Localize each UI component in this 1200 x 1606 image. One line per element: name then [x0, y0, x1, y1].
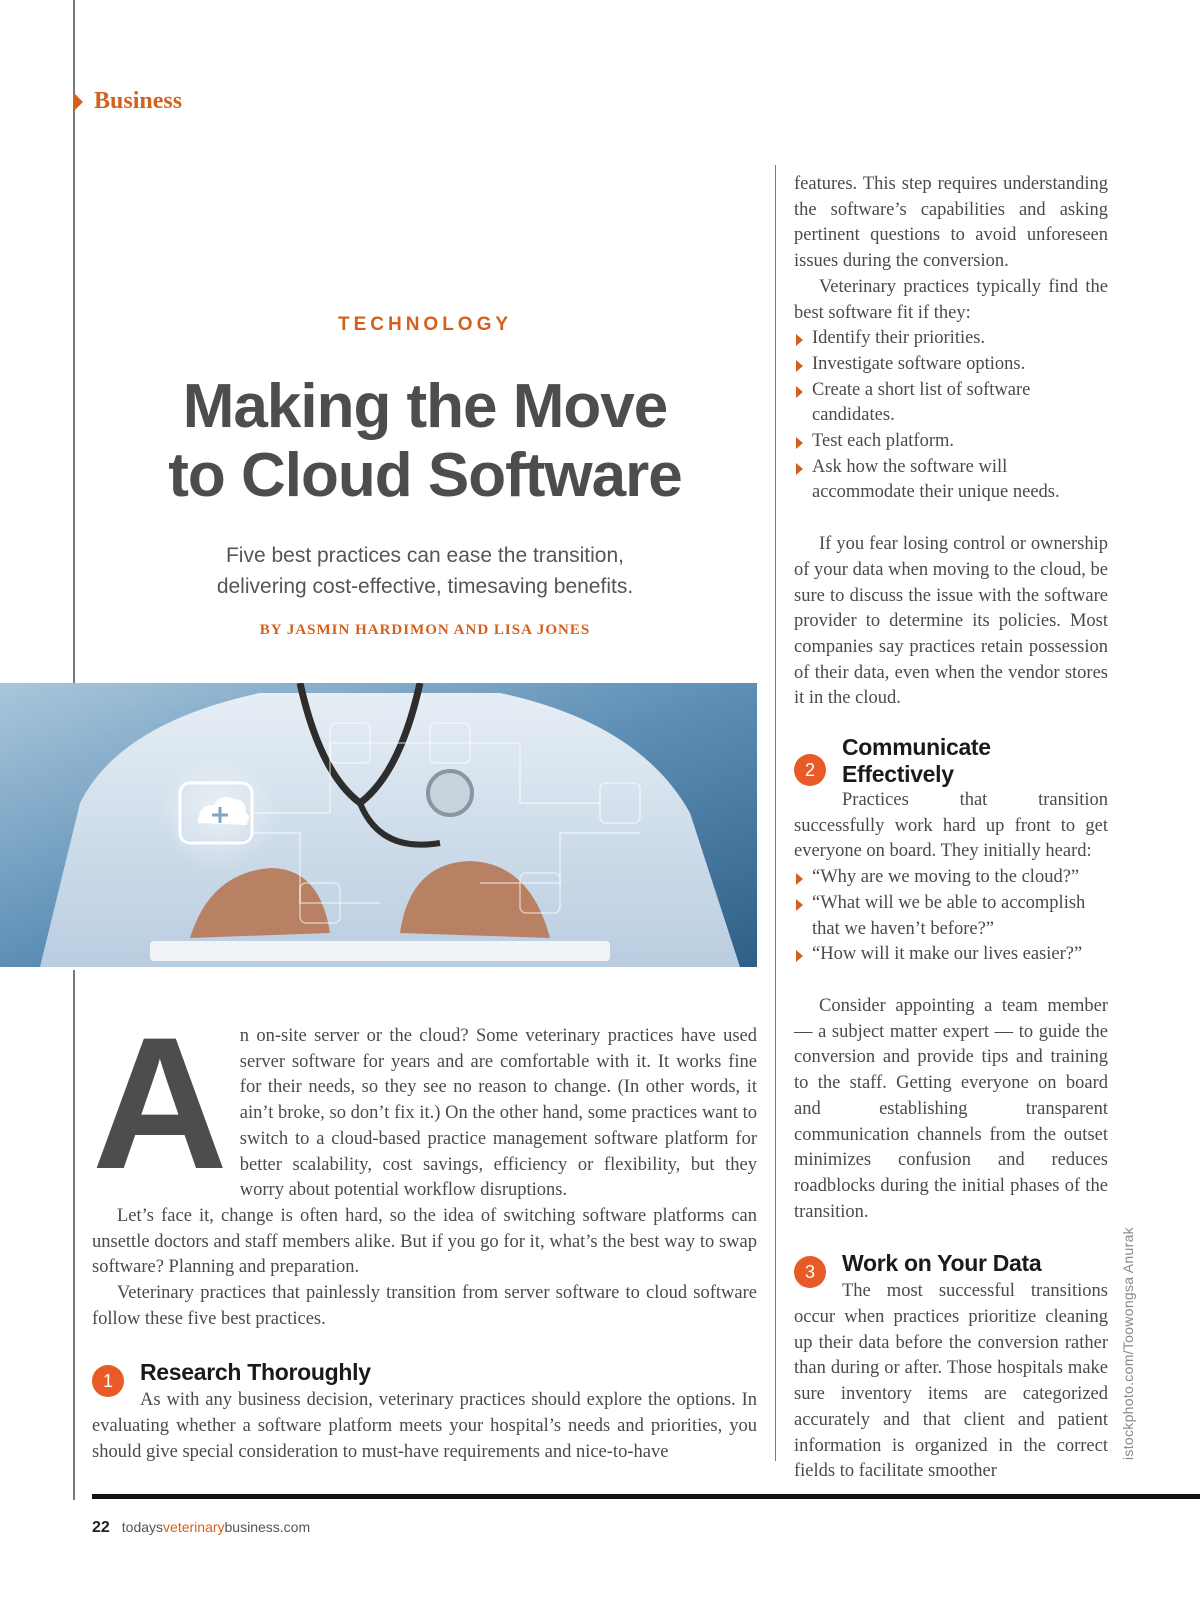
- step-3-number-badge: 3: [794, 1256, 826, 1288]
- headline: [75, 372, 775, 510]
- bullet-list-1: [794, 326, 1108, 506]
- dek: [75, 540, 775, 602]
- right-paragraph-2: Veterinary practices typically find the best software fit if they:: [794, 276, 1108, 323]
- list-item: “Why are we moving to the cloud?”: [794, 865, 1108, 891]
- step-1-number-badge: 1: [92, 1365, 124, 1397]
- dropcap: A: [92, 998, 228, 1208]
- step-2-number-badge: 2: [794, 754, 826, 786]
- dek-line-1: Five best practices can ease the transition,: [225, 544, 625, 567]
- bullet-list-2: [794, 865, 1108, 968]
- list-item: Create a short list of software candidates.: [794, 378, 1108, 429]
- hero-photo: [0, 683, 757, 967]
- list-item: “How will it make our lives easier?”: [794, 942, 1108, 968]
- step-2-text: Practices that transition successfully work hard up front to get everyone on board. They initially heard:: [794, 790, 1108, 862]
- doctor-typing-illustration: [0, 683, 757, 967]
- list-item: Test each platform.: [794, 429, 1108, 455]
- page-number: 22: [92, 1519, 110, 1536]
- headline-line-1: Making the Move: [182, 372, 668, 441]
- site-url-suffix: business.com: [224, 1519, 311, 1535]
- step-2-title: Communicate Effectively: [842, 734, 991, 788]
- site-url-prefix: todays: [121, 1519, 164, 1535]
- intro-paragraph: n on-site server or the cloud? Some veterinary practices have used server software for years and are comfortable with it. It works fine for their needs, so they see no reason to change. (In other words, it ain’t broke, so don’t fix it.) On the other hand, some practices want to switch to a cloud-based practice management software platform for better scalability, cost savings, efficiency or flexibility, but they worry about potential workflow disruptions.: [239, 1026, 757, 1201]
- step-3-heading: [794, 1247, 1108, 1282]
- footer: [92, 1519, 310, 1537]
- triangle-bullet-icon: [73, 92, 83, 112]
- list-item: Identify their priorities.: [794, 326, 1108, 352]
- right-column: [794, 172, 1108, 1485]
- photo-credit: istockphoto.com/Toowongsa Anurak: [1120, 1227, 1136, 1460]
- section-label: Business: [94, 88, 183, 114]
- left-vertical-rule-bottom: [73, 970, 75, 1500]
- headline-line-2: to Cloud Software: [168, 441, 682, 510]
- kicker: TECHNOLOGY: [337, 314, 513, 335]
- step-3-text: The most successful transitions occur when practices prioritize cleaning up their data before the conversion rather than during or after. Those hospitals make sure inventory items are categorized accurately and that client and patient information is organized in the correct fields to facilitate smoother: [794, 1281, 1108, 1482]
- dek-line-2: delivering cost-effective, timesaving benefits.: [216, 575, 634, 598]
- step-2-heading: [794, 734, 1108, 788]
- step-1-text: As with any business decision, veterinary practices should explore the options. In evaluating whether a software platform meets your hospital’s needs and priorities, you should give special consideration to must-have requirements and nice-to-have: [92, 1390, 757, 1462]
- step-1-heading: [92, 1356, 757, 1391]
- left-column: [92, 998, 757, 1466]
- paragraph-2: Let’s face it, change is often hard, so the idea of switching software platforms can unsettle doctors and staff members alike. But if you go for it, what’s the best way to swap software? Planning and preparation.: [92, 1205, 757, 1278]
- list-item: “What will we be able to accomplish that we haven’t before?”: [794, 891, 1108, 942]
- step-1-title: Research Thoroughly: [140, 1358, 371, 1385]
- site-url: [122, 1519, 310, 1535]
- right-paragraph-3: If you fear losing control or ownership of your data when moving to the cloud, be sure to discuss the issue with the software provider to determine its policies. Most companies say practices retain possession of their data, even when the vendor stores it in the cloud.: [794, 534, 1108, 709]
- footer-rule: [92, 1494, 1200, 1499]
- list-item: Investigate software options.: [794, 352, 1108, 378]
- right-paragraph-1: features. This step requires understanding the software’s capabilities and asking pertinent questions to avoid unforeseen issues during the conversion.: [794, 174, 1108, 272]
- step-3-title: Work on Your Data: [842, 1249, 1042, 1276]
- section-tag: [73, 88, 182, 115]
- byline: BY JASMIN HARDIMON AND LISA JONES: [259, 622, 591, 638]
- list-item: Ask how the software will accommodate their unique needs.: [794, 455, 1108, 506]
- right-paragraph-4: Consider appointing a team member — a subject matter expert — to guide the conversion and provide tips and training to the staff. Getting everyone on board and establishing transparent communication channels from the outset minimizes confusion and reduces roadblocks during the initial phases of the transition.: [794, 995, 1108, 1222]
- column-divider: [775, 165, 776, 1461]
- site-url-highlight: veterinary: [163, 1519, 225, 1535]
- paragraph-3: Veterinary practices that painlessly transition from server software to cloud software follow these five best practices.: [92, 1283, 757, 1329]
